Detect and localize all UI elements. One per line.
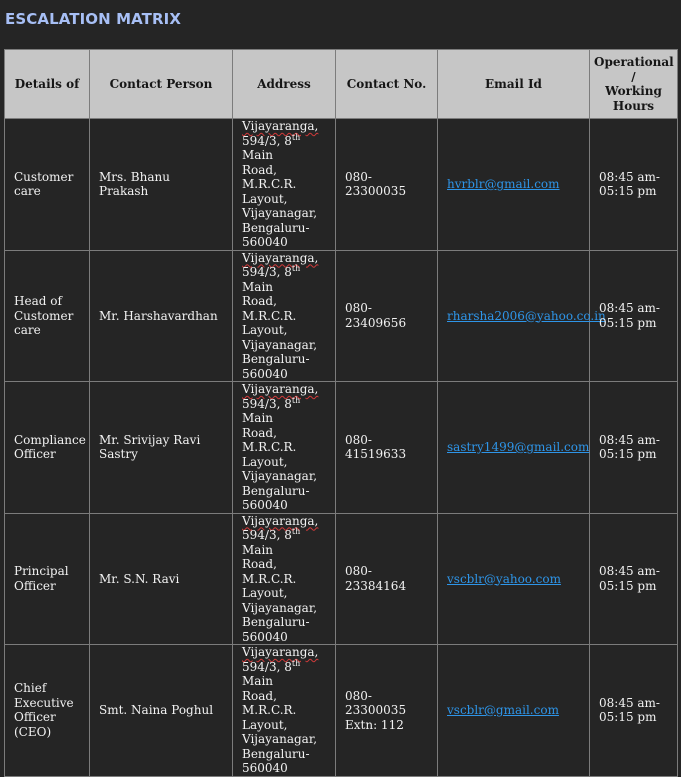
working-hours-cell <box>590 382 678 514</box>
address-line: Layout, <box>242 323 288 337</box>
address-line: 560040 <box>242 761 288 775</box>
working-hours-line: 05:15 pm <box>599 315 657 330</box>
address-cell <box>233 513 336 645</box>
working-hours-line: 05:15 pm <box>599 578 657 593</box>
address-line: 594/3, 8th Main <box>242 527 301 557</box>
address-line: Vijayanagar, <box>242 469 318 483</box>
email-cell <box>438 119 590 251</box>
working-hours-line: 08:45 am- <box>599 169 660 184</box>
email-link[interactable]: rharsha2006@yahoo.co.in <box>447 308 606 323</box>
address-line: Bengaluru- <box>242 352 310 366</box>
table-row <box>5 250 678 382</box>
details-of-line: Officer <box>14 578 56 593</box>
working-hours-line: 08:45 am- <box>599 564 660 579</box>
address-line: 560040 <box>242 629 288 644</box>
table-row <box>5 645 678 777</box>
details-of-cell <box>5 645 90 777</box>
email-cell <box>438 382 590 514</box>
address-line: Layout, <box>242 717 288 732</box>
contact-no-cell <box>336 513 438 645</box>
contact-person: Mrs. Bhanu Prakash <box>99 169 170 199</box>
address-line: Road, M.R.C.R. <box>242 688 297 717</box>
address-line: Layout, <box>242 191 288 206</box>
address-line: Bengaluru- <box>242 615 310 629</box>
address-cell <box>233 119 336 251</box>
email-link[interactable]: hvrblr@gmail.com <box>447 177 560 191</box>
email-link[interactable]: sastry1499@gmail.com <box>447 440 590 454</box>
details-of-line: (CEO) <box>14 724 52 739</box>
address-line: Vijayanagar, <box>242 206 318 220</box>
address-line: Road, M.R.C.R. <box>242 557 297 586</box>
contact-no-cell <box>336 382 438 514</box>
email-link[interactable]: vscblr@gmail.com <box>447 703 559 717</box>
details-of-line: Executive <box>14 695 74 710</box>
address-line: Layout, <box>242 586 288 600</box>
table-row <box>5 513 678 645</box>
working-hours-line: 05:15 pm <box>599 184 657 199</box>
working-hours-line: 05:15 pm <box>599 710 657 725</box>
address-line: Vijayaranga, <box>242 645 319 659</box>
email-link[interactable]: vscblr@yahoo.com <box>447 571 561 586</box>
details-of-cell <box>5 250 90 382</box>
address-line: Vijayaranga, <box>242 382 319 396</box>
working-hours-line: 08:45 am- <box>599 695 660 710</box>
address-line: Vijayanagar, <box>242 600 318 615</box>
working-hours-line: 05:15 pm <box>599 447 657 462</box>
working-hours-line: 08:45 am- <box>599 432 660 447</box>
details-of-cell <box>5 119 90 251</box>
contact-person-cell <box>90 513 233 645</box>
contact-no-line: Extn: 112 <box>345 717 404 732</box>
page-title: ESCALATION MATRIX <box>5 10 182 28</box>
contact-person-cell <box>90 382 233 514</box>
contact-no-line: 080-23409656 <box>345 301 407 330</box>
address-line: 560040 <box>242 235 288 249</box>
address-line: 594/3, 8th Main <box>242 395 301 425</box>
header-hours-line: / <box>631 69 636 84</box>
contact-no-cell <box>336 119 438 251</box>
address-line: Bengaluru- <box>242 746 310 761</box>
contact-person-cell <box>90 645 233 777</box>
details-of-line: care <box>14 184 41 199</box>
contact-person: Smt. Naina Poghul <box>99 703 214 717</box>
table-row <box>5 119 678 251</box>
address-line: Road, M.R.C.R. <box>242 425 297 454</box>
details-of-cell <box>5 513 90 645</box>
escalation-table <box>4 49 678 777</box>
address-line: Bengaluru- <box>242 483 310 498</box>
contact-no-line: 080-23300035 <box>345 688 407 717</box>
address-line: Vijayanagar, <box>242 337 318 352</box>
email-cell <box>438 513 590 645</box>
details-of-line: Chief <box>14 681 47 696</box>
address-cell <box>233 645 336 777</box>
address-line: 594/3, 8th Main <box>242 264 301 294</box>
working-hours-cell <box>590 250 678 382</box>
address-cell <box>233 250 336 382</box>
contact-person: Mr. Srivijay Ravi Sastry <box>99 432 201 462</box>
table-row <box>5 382 678 514</box>
address-line: 560040 <box>242 366 288 381</box>
header-email-id: Email Id <box>438 50 590 119</box>
address-line: Vijayanagar, <box>242 732 318 746</box>
address-line: Vijayaranga, <box>242 250 319 265</box>
address-line: 594/3, 8th Main <box>242 658 301 688</box>
address-line: Road, M.R.C.R. <box>242 162 297 191</box>
address-line: Bengaluru- <box>242 220 310 235</box>
contact-person: Mr. S.N. Ravi <box>99 571 180 586</box>
header-hours-line: Working <box>605 84 662 98</box>
working-hours-line: 08:45 am- <box>599 301 660 316</box>
header-contact-no: Contact No. <box>336 50 438 119</box>
address-line: Road, M.R.C.R. <box>242 294 297 323</box>
address-line: 594/3, 8th Main <box>242 132 301 162</box>
header-working-hours <box>590 50 678 119</box>
details-of-line: Customer <box>14 169 74 184</box>
header-details-of: Details of <box>5 50 90 119</box>
address-cell <box>233 382 336 514</box>
details-of-line: Officer <box>14 710 56 725</box>
contact-person-cell <box>90 119 233 251</box>
header-hours-line: Hours <box>612 98 655 113</box>
details-of-line: Principal <box>14 564 69 579</box>
header-hours-line: Operational <box>594 55 674 69</box>
contact-no-cell <box>336 250 438 382</box>
email-cell <box>438 250 606 382</box>
details-of-cell <box>5 382 90 514</box>
details-of-line: Head of <box>14 294 62 308</box>
details-of-line: care <box>14 323 41 337</box>
working-hours-cell <box>590 119 678 251</box>
contact-no-line: 080-41519633 <box>345 432 407 462</box>
working-hours-cell <box>590 645 678 777</box>
table-header-row <box>5 50 678 119</box>
details-of-line: Customer <box>14 308 74 323</box>
address-line: Vijayaranga, <box>242 513 319 528</box>
email-cell <box>438 645 590 777</box>
address-line: Vijayaranga, <box>242 119 319 133</box>
contact-no-line: 080-23300035 <box>345 169 407 199</box>
details-of-line: Officer <box>14 447 56 462</box>
address-line: Layout, <box>242 454 288 469</box>
details-of-line: Compliance <box>14 432 86 447</box>
contact-person-cell <box>90 250 233 382</box>
contact-person: Mr. Harshavardhan <box>99 308 218 323</box>
contact-no-cell <box>336 645 438 777</box>
address-line: 560040 <box>242 498 288 512</box>
header-contact-person: Contact Person <box>90 50 233 119</box>
header-address: Address <box>233 50 336 119</box>
contact-no-line: 080-23384164 <box>345 564 407 593</box>
working-hours-cell <box>590 513 678 645</box>
